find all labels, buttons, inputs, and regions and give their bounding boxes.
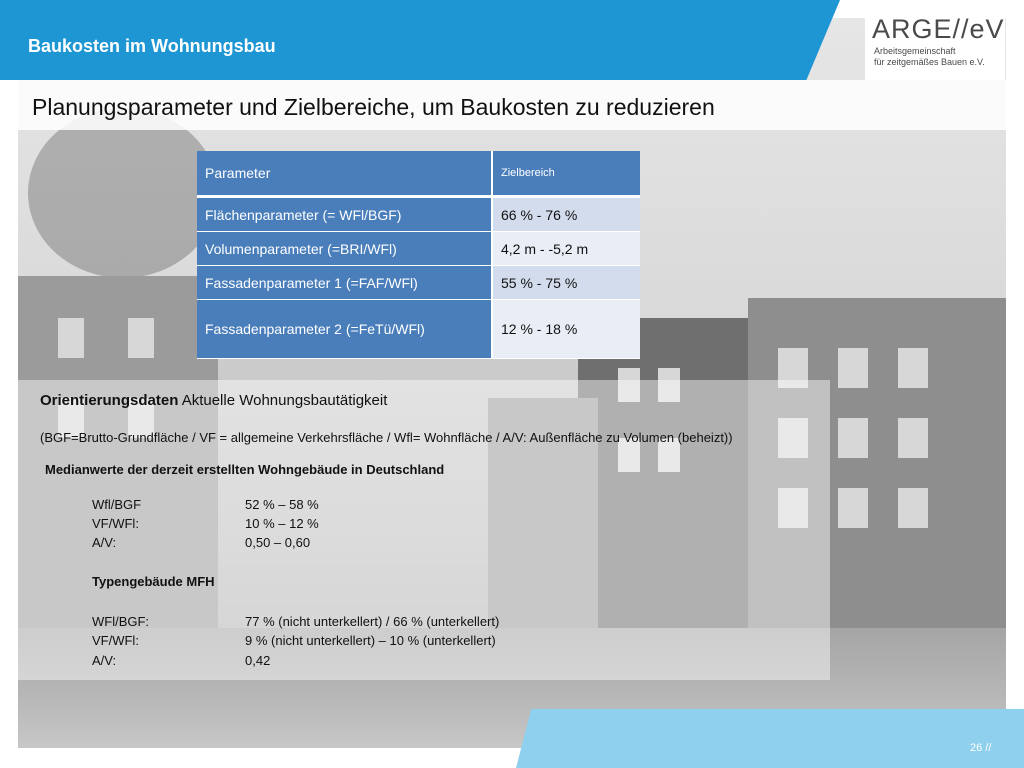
header-title: Baukosten im Wohnungsbau [28, 36, 276, 56]
table-row [197, 300, 640, 359]
median-label: Wfl/BGF [92, 497, 142, 512]
photo-tree [28, 108, 218, 278]
definitions-text: (BGF=Brutto-Grundfläche / VF = allgemeine Verkehrsfläche / Wfl= Wohnfläche / A/V: Außenfläche zu Volumen (beheizt)) [40, 430, 733, 445]
page-number: 26 // [970, 742, 992, 754]
type-value: 0,42 [245, 653, 271, 668]
photo-window [838, 488, 868, 528]
orientation-title-rest: Aktuelle Wohnungsbautätigkeit [181, 392, 388, 409]
table-header-row [197, 151, 640, 198]
orientation-title-bold: Orientierungsdaten [40, 392, 179, 409]
logo-subtitle-line-2: für zeitgemäßes Bauen e.V. [874, 57, 985, 67]
type-building-title: Typengebäude MFH [92, 574, 215, 589]
table-cell-range: 55 % - 75 % [493, 266, 640, 300]
page-heading: Planungsparameter und Zielbereiche, um Baukosten zu reduzieren [32, 94, 715, 120]
photo-window [838, 348, 868, 388]
median-value: 0,50 – 0,60 [245, 535, 311, 550]
photo-window [898, 418, 928, 458]
table-header-parameter: Parameter [197, 151, 493, 198]
footer-bar [516, 709, 1024, 768]
photo-window [58, 318, 84, 358]
photo-window [898, 488, 928, 528]
median-title: Medianwerte der derzeit erstellten Wohngebäude in Deutschland [45, 462, 445, 477]
median-label: VF/WFl: [92, 516, 139, 531]
table-cell-parameter: Fassadenparameter 1 (=FAF/WFl) [197, 266, 493, 300]
photo-window [898, 348, 928, 388]
table-cell-range: 4,2 m - -5,2 m [493, 232, 640, 266]
type-label: VF/WFl: [92, 633, 139, 648]
type-value: 9 % (nicht unterkellert) – 10 % (unterkellert) [245, 633, 496, 648]
table-row [197, 198, 640, 232]
table-row [197, 266, 640, 300]
median-value: 52 % – 58 % [245, 497, 319, 512]
table-header-range: Zielbereich [493, 151, 640, 198]
table-cell-range: 66 % - 76 % [493, 198, 640, 232]
table-row [197, 232, 640, 266]
table-cell-parameter: Fassadenparameter 2 (=FeTü/WFl) [197, 300, 493, 359]
orientation-title [40, 392, 387, 409]
type-label: WFl/BGF: [92, 614, 150, 629]
table-cell-parameter: Volumenparameter (=BRI/WFl) [197, 232, 493, 266]
photo-window [128, 318, 154, 358]
median-value: 10 % – 12 % [245, 516, 319, 531]
type-value: 77 % (nicht unterkellert) / 66 % (unterkellert) [245, 614, 500, 629]
photo-window [838, 418, 868, 458]
median-label: A/V: [92, 535, 117, 550]
logo-text: ARGE//eV [872, 14, 1005, 44]
table-cell-parameter: Flächenparameter (= WFl/BGF) [197, 198, 493, 232]
type-label: A/V: [92, 653, 117, 668]
parameter-table [197, 151, 640, 359]
table-cell-range: 12 % - 18 % [493, 300, 640, 359]
logo-subtitle-line-1: Arbeitsgemeinschaft [874, 46, 956, 56]
